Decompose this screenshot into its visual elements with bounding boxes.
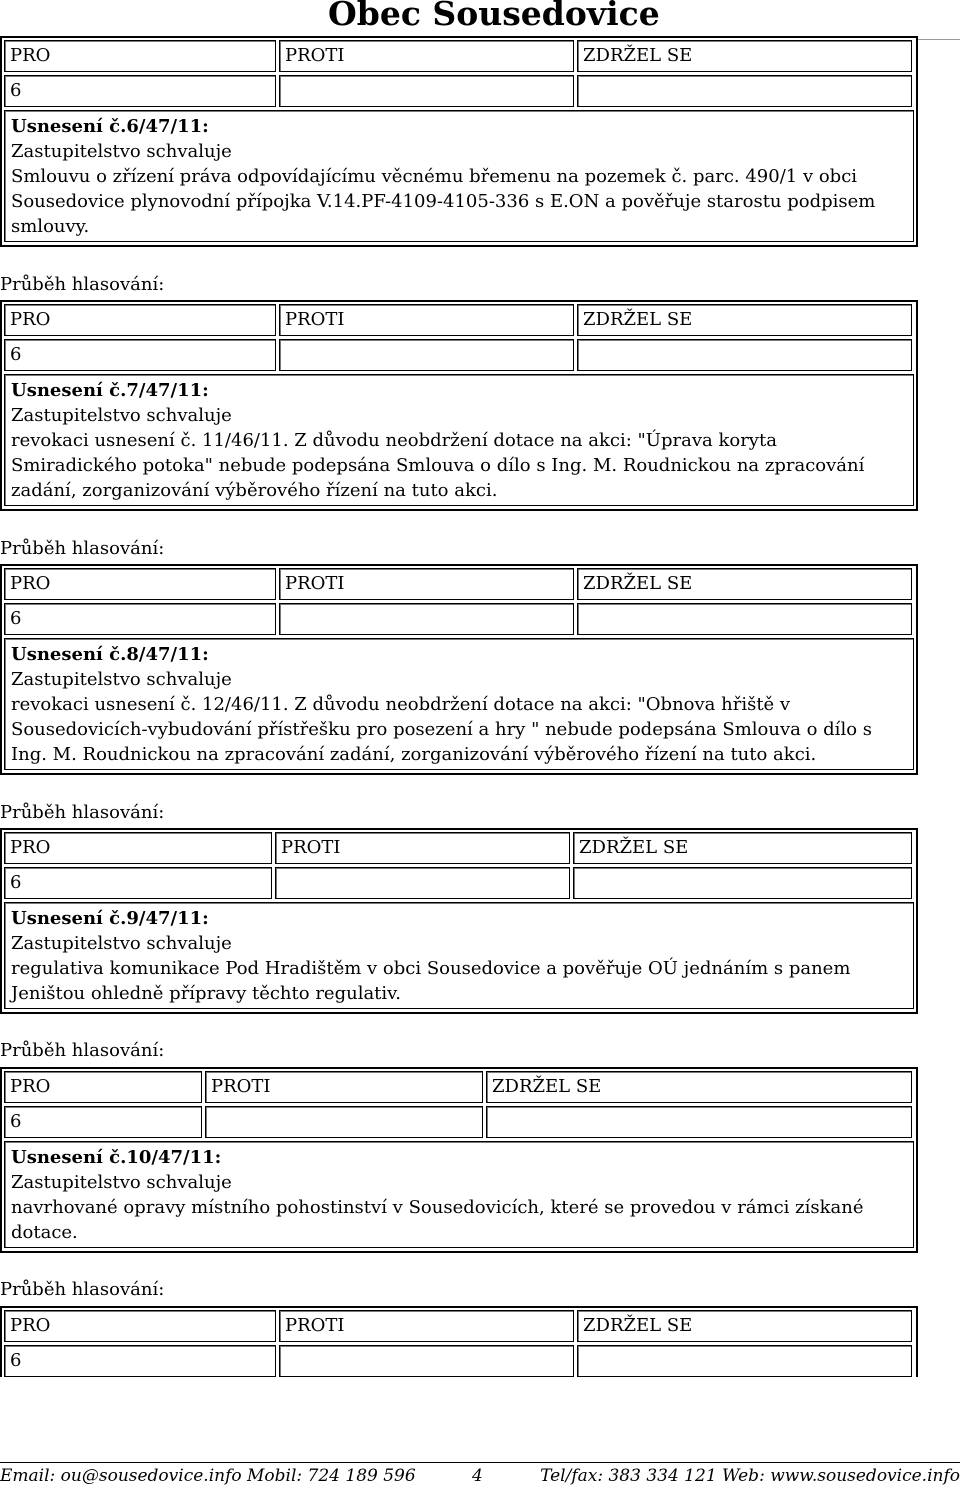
pro-header: PRO [4, 1071, 202, 1103]
vote-table [0, 1067, 918, 1253]
vote-table [0, 300, 918, 511]
resolution-cell [4, 374, 914, 506]
zdrzel-header: ZDRŽEL SE [577, 40, 912, 72]
vote-table [0, 828, 918, 1014]
zdrzel-header: ZDRŽEL SE [577, 568, 912, 600]
resolution-block-6 [0, 36, 918, 247]
proti-count [279, 1345, 574, 1377]
resolution-cell [4, 902, 914, 1009]
zdrzel-count [577, 75, 912, 107]
resolution-text: Smlouvu o zřízení práva odpovídajícímu věcnému břemenu na pozemek č. parc. 490/1 v obci Sousedovice plynovodní přípojka V.14.PF-4109-4105-336 s E.ON a pověřuje starostu podpisem smlouvy. [11, 166, 876, 237]
footer-contact-email: Email: ou@sousedovice.info Mobil: 724 189 596 [0, 1466, 416, 1486]
voting-progress-label: Průběh hlasování: [0, 1040, 165, 1061]
proti-header: PROTI [279, 304, 574, 336]
pro-header: PRO [4, 304, 276, 336]
footer-contact-web: Tel/fax: 383 334 121 Web: www.sousedovice.info [540, 1466, 960, 1486]
vote-count-row [4, 867, 914, 899]
vote-header-row [4, 40, 914, 72]
proti-header: PROTI [279, 40, 574, 72]
vote-header-row [4, 1310, 914, 1342]
vote-header-row [4, 1071, 914, 1103]
resolution-action: Zastupitelstvo schvaluje [11, 1172, 232, 1193]
page-footer [0, 1462, 960, 1488]
resolution-text: regulativa komunikace Pod Hradištěm v obci Sousedovice a pověřuje OÚ jednáním s panem Jeništou ohledně přípravy těchto regulativ. [11, 958, 851, 1004]
vote-header-row [4, 568, 914, 600]
zdrzel-header: ZDRŽEL SE [577, 1310, 912, 1342]
vote-table [0, 1306, 918, 1377]
pro-count: 6 [4, 1106, 202, 1138]
voting-progress-label: Průběh hlasování: [0, 802, 165, 823]
pro-header: PRO [4, 568, 276, 600]
pro-count: 6 [4, 75, 276, 107]
resolution-action: Zastupitelstvo schvaluje [11, 141, 232, 162]
vote-block-continued [0, 1306, 918, 1377]
resolution-text: revokaci usnesení č. 11/46/11. Z důvodu neobdržení dotace na akci: "Úprava koryta Smiradického potoka" nebude podepsána Smlouva o dílo s Ing. M. Roudnickou na zpracování zadání, zorganizování výběrového řízení na tuto akci. [11, 430, 865, 501]
voting-progress-label: Průběh hlasování: [0, 274, 165, 295]
pro-header: PRO [4, 1310, 276, 1342]
zdrzel-header: ZDRŽEL SE [486, 1071, 912, 1103]
vote-count-row [4, 1106, 914, 1138]
resolution-text: navrhované opravy místního pohostinství v Sousedovicích, které se provedou v rámci získané dotace. [11, 1197, 864, 1243]
pro-header: PRO [4, 40, 276, 72]
zdrzel-count [577, 1345, 912, 1377]
resolution-action: Zastupitelstvo schvaluje [11, 933, 232, 954]
pro-count: 6 [4, 339, 276, 371]
pro-count: 6 [4, 867, 272, 899]
zdrzel-header: ZDRŽEL SE [573, 832, 912, 864]
resolution-text: revokaci usnesení č. 12/46/11. Z důvodu neobdržení dotace na akci: "Obnova hřiště v Sousedovicích-vybudování přístřešku pro posezení a hry " nebude podepsána Smlouva o dílo s Ing. M. Roudnickou na zpracování zadání, zorganizování výběrového řízení na tuto akci. [11, 694, 872, 765]
resolution-cell [4, 1141, 914, 1248]
zdrzel-header: ZDRŽEL SE [577, 304, 912, 336]
pro-count: 6 [4, 1345, 276, 1377]
vote-header-row [4, 832, 914, 864]
resolution-block-9 [0, 828, 918, 1014]
resolution-title: Usnesení č.9/47/11: [11, 908, 209, 929]
resolution-title: Usnesení č.7/47/11: [11, 380, 209, 401]
proti-count [279, 603, 574, 635]
vote-count-row [4, 75, 914, 107]
resolution-title: Usnesení č.10/47/11: [11, 1147, 222, 1168]
resolution-cell [4, 110, 914, 242]
resolution-cell [4, 638, 914, 770]
zdrzel-count [486, 1106, 912, 1138]
resolution-block-7 [0, 300, 918, 511]
pro-count: 6 [4, 603, 276, 635]
pro-header: PRO [4, 832, 272, 864]
vote-header-row [4, 304, 914, 336]
page-number: 4 [472, 1466, 483, 1486]
voting-progress-label: Průběh hlasování: [0, 1279, 165, 1300]
vote-count-row [4, 603, 914, 635]
voting-progress-label: Průběh hlasování: [0, 538, 165, 559]
zdrzel-count [577, 339, 912, 371]
zdrzel-count [577, 603, 912, 635]
proti-count [275, 867, 570, 899]
resolution-title: Usnesení č.8/47/11: [11, 644, 209, 665]
proti-count [279, 339, 574, 371]
proti-header: PROTI [275, 832, 570, 864]
vote-count-row [4, 339, 914, 371]
resolution-block-8 [0, 564, 918, 775]
zdrzel-count [573, 867, 912, 899]
proti-header: PROTI [205, 1071, 483, 1103]
resolution-title: Usnesení č.6/47/11: [11, 116, 209, 137]
proti-header: PROTI [279, 568, 574, 600]
proti-count [205, 1106, 483, 1138]
proti-header: PROTI [279, 1310, 574, 1342]
vote-table [0, 564, 918, 775]
proti-count [279, 75, 574, 107]
resolution-action: Zastupitelstvo schvaluje [11, 405, 232, 426]
page-title: Obec Sousedovice [328, 0, 660, 33]
vote-table [0, 36, 918, 247]
vote-count-row [4, 1345, 914, 1377]
resolution-block-10 [0, 1067, 918, 1253]
resolution-action: Zastupitelstvo schvaluje [11, 669, 232, 690]
